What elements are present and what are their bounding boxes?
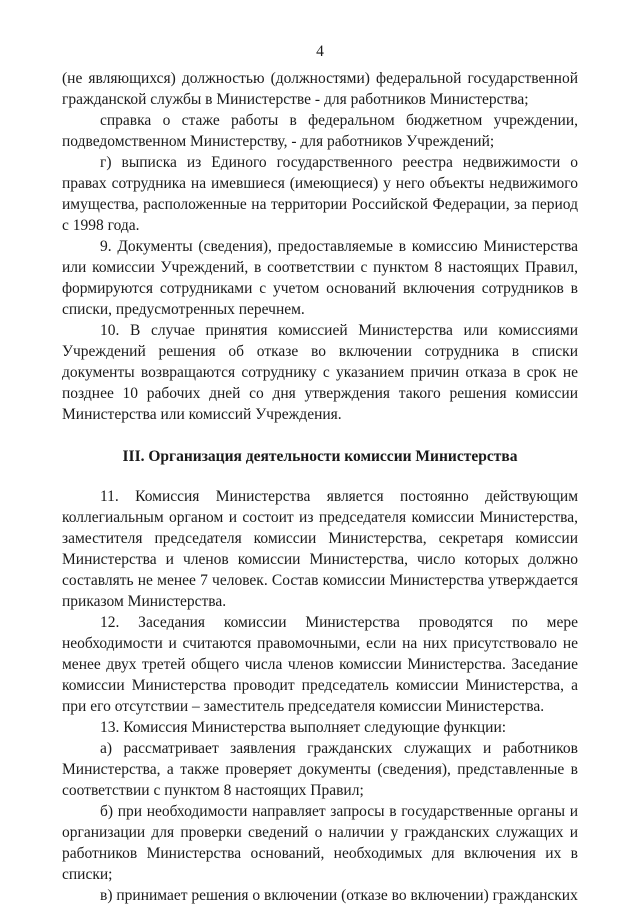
paragraph-13-v: в) принимает решения о включении (отказе во включении) гражданских xyxy=(100,887,578,904)
paragraph-13-a: а) рассматривает заявления гражданских служащих и работников Министерства, а также проверяет документы (сведения), представленные в соответствии с пунктом 8 настоящих Правил; xyxy=(62,740,578,799)
paragraph-12: 12. Заседания комиссии Министерства проводятся по мере необходимости и считаются правомочными, если на них присутствовало не менее двух третей общего числа членов комиссии Министерства. Заседание комиссии Министерства проводит председатель комиссии Министерства, а при его отсутствии – заместитель председателя комиссии Министерства. xyxy=(62,614,578,715)
paragraph-10: 10. В случае принятия комиссией Министерства или комиссиями Учреждений решения об отказе во включении сотрудника в списки документы возвращаются сотруднику с указанием причин отказа в срок не позднее 10 рабочих дней со дня утверждения такого решения комиссии Министерства или комиссий Учреждения. xyxy=(62,322,578,423)
paragraph-11: 11. Комиссия Министерства является постоянно действующим коллегиальным органом и состоит из председателя комиссии Министерства, заместителя председателя комиссии Министерства, секретаря комиссии Министерства и членов комиссии Министерства, число которых должно составлять не менее 7 человек. Состав комиссии Министерства утверждается приказом Министерства. xyxy=(62,488,578,610)
paragraph-9: 9. Документы (сведения), предоставляемые в комиссию Министерства или комиссии Учреждений, в соответствии с пунктом 8 настоящих Правил, формируются сотрудниками с учетом оснований включения сотрудников в списки, предусмотренных перечнем. xyxy=(62,238,578,318)
document-body xyxy=(62,68,578,906)
section-heading: III. Организация деятельности комиссии Министерства xyxy=(122,448,518,465)
paragraph-item-g: г) выписка из Единого государственного реестра недвижимости о правах сотрудника на имевшиеся (имеющиеся) у него объекты недвижимого имущества, расположенные на территории Российской Федерации, за период с 1998 года. xyxy=(62,154,578,234)
page-number: 4 xyxy=(316,43,324,60)
paragraph-13-b: б) при необходимости направляет запросы в государственные органы и организации для проверки сведений о наличии у гражданских служащих и работников Министерства оснований, необходимых для включения их в списки; xyxy=(62,803,578,883)
paragraph-service-certificate: справка о стаже работы в федеральном бюджетном учреждении, подведомственном Министерству, - для работников Учреждений; xyxy=(62,112,578,150)
paragraph-13: 13. Комиссия Министерства выполняет следующие функции: xyxy=(100,719,507,736)
paragraph-continuation: (не являющихся) должностью (должностями) федеральной государственной гражданской службы в Министерстве - для работников Министерства; xyxy=(62,70,578,108)
